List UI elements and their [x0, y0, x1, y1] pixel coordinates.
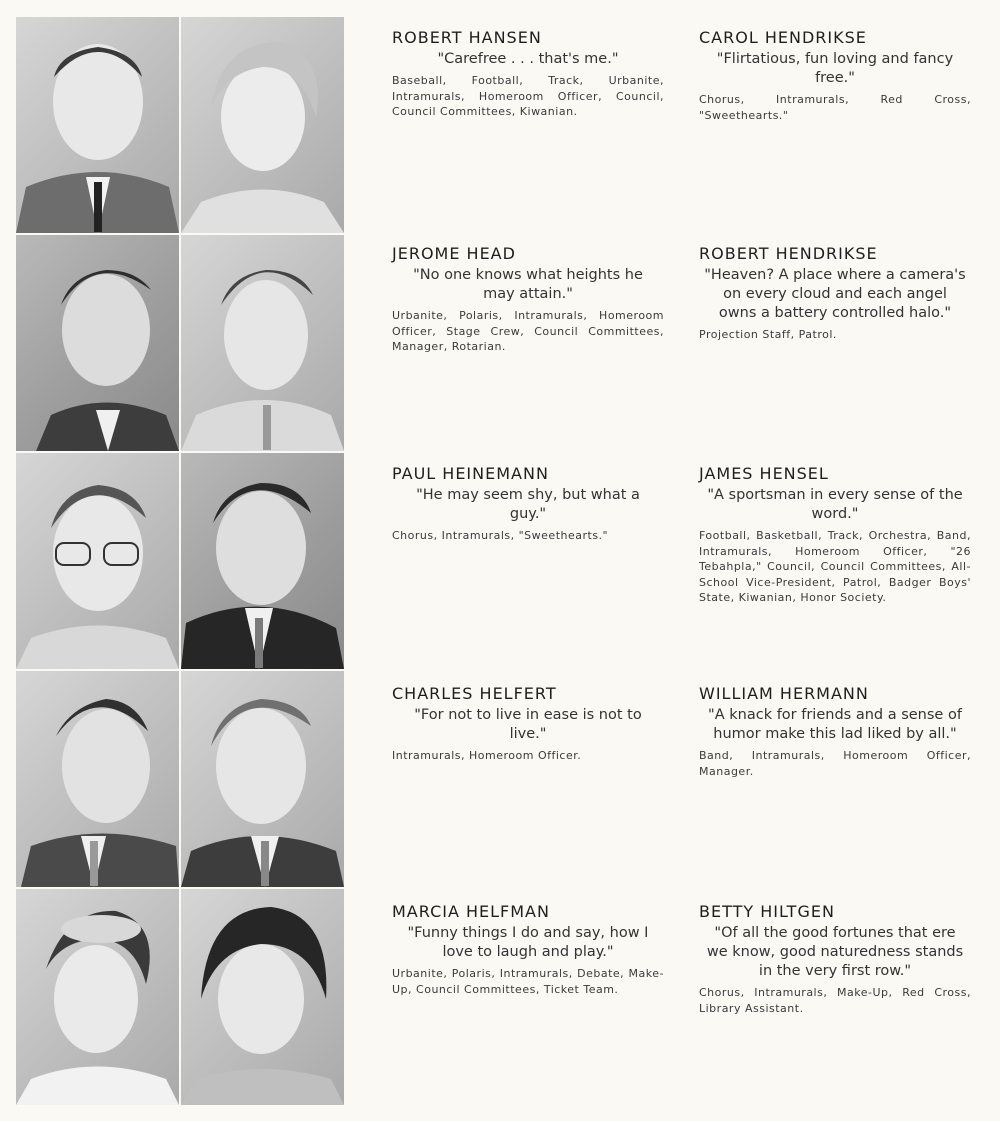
student-quote: "Flirtatious, fun loving and fancy free."	[716, 51, 954, 86]
student-name: PAUL HEINEMANN	[392, 464, 549, 483]
portrait-photo	[16, 453, 179, 669]
student-entry	[392, 28, 664, 120]
student-entry	[699, 244, 971, 343]
portrait-photo	[16, 235, 179, 451]
student-name: CAROL HENDRIKSE	[699, 28, 867, 47]
student-quote: "Funny things I do and say, how I love to laugh and play."	[407, 925, 649, 960]
student-activities: Urbanite, Polaris, Intramurals, Debate, Make-Up, Council Committees, Ticket Team.	[392, 967, 664, 996]
portrait-photo	[16, 889, 179, 1105]
student-entry	[392, 244, 664, 355]
student-quote: "A knack for friends and a sense of humor make this lad liked by all."	[708, 707, 962, 742]
portrait-row	[16, 889, 344, 1105]
student-entry	[699, 902, 971, 1016]
student-name: BETTY HILTGEN	[699, 902, 835, 921]
student-name: MARCIA HELFMAN	[392, 902, 550, 921]
portrait-row	[16, 235, 344, 451]
student-name: WILLIAM HERMANN	[699, 684, 869, 703]
student-name: CHARLES HELFERT	[392, 684, 557, 703]
student-activities: Football, Basketball, Track, Orchestra, Band, Intramurals, Homeroom Officer, "26 Tebahpla," Council, Council Committees, All-School Vice-President, Patrol, Badger Boys' State, Kiwanian, Honor Society.	[699, 529, 971, 604]
student-name: ROBERT HENDRIKSE	[699, 244, 878, 263]
portrait-photo	[181, 671, 344, 887]
portrait-photo	[16, 671, 179, 887]
student-name: ROBERT HANSEN	[392, 28, 542, 47]
student-quote: "No one knows what heights he may attain."	[413, 267, 643, 302]
portrait-row	[16, 671, 344, 887]
student-activities: Chorus, Intramurals, Red Cross, "Sweethearts."	[699, 93, 971, 122]
portrait-photo	[181, 889, 344, 1105]
student-entry	[392, 902, 664, 997]
portrait-row	[16, 17, 344, 233]
student-activities: Projection Staff, Patrol.	[699, 328, 837, 341]
student-entry	[392, 684, 664, 764]
portrait-photo	[16, 17, 179, 233]
student-activities: Chorus, Intramurals, Make-Up, Red Cross, Library Assistant.	[699, 986, 971, 1015]
student-quote: "A sportsman in every sense of the word."	[707, 487, 963, 522]
portrait-photo	[181, 235, 344, 451]
student-quote: "He may seem shy, but what a guy."	[416, 487, 640, 522]
student-quote: "Carefree . . . that's me."	[437, 51, 619, 67]
student-name: JAMES HENSEL	[699, 464, 829, 483]
student-entry	[699, 28, 971, 123]
student-entry	[699, 684, 971, 779]
student-activities: Intramurals, Homeroom Officer.	[392, 749, 582, 762]
portrait-grid	[16, 17, 344, 1107]
student-activities: Baseball, Football, Track, Urbanite, Intramurals, Homeroom Officer, Council, Council Committees, Kiwanian.	[392, 74, 664, 118]
portrait-row	[16, 453, 344, 669]
student-activities: Urbanite, Polaris, Intramurals, Homeroom Officer, Stage Crew, Council Committees, Manager, Rotarian.	[392, 309, 664, 353]
portrait-photo	[181, 453, 344, 669]
portrait-photo	[181, 17, 344, 233]
student-name: JEROME HEAD	[392, 244, 516, 263]
student-entry	[699, 464, 971, 606]
student-quote: "Heaven? A place where a camera's on every cloud and each angel owns a battery controlled halo."	[704, 267, 966, 321]
student-quote: "For not to live in ease is not to live."	[414, 707, 642, 742]
student-quote: "Of all the good fortunes that ere we know, good naturedness stands in the very first row."	[706, 925, 964, 979]
student-activities: Chorus, Intramurals, "Sweethearts."	[392, 529, 609, 542]
student-activities: Band, Intramurals, Homeroom Officer, Manager.	[699, 749, 971, 778]
student-entry	[392, 464, 664, 544]
